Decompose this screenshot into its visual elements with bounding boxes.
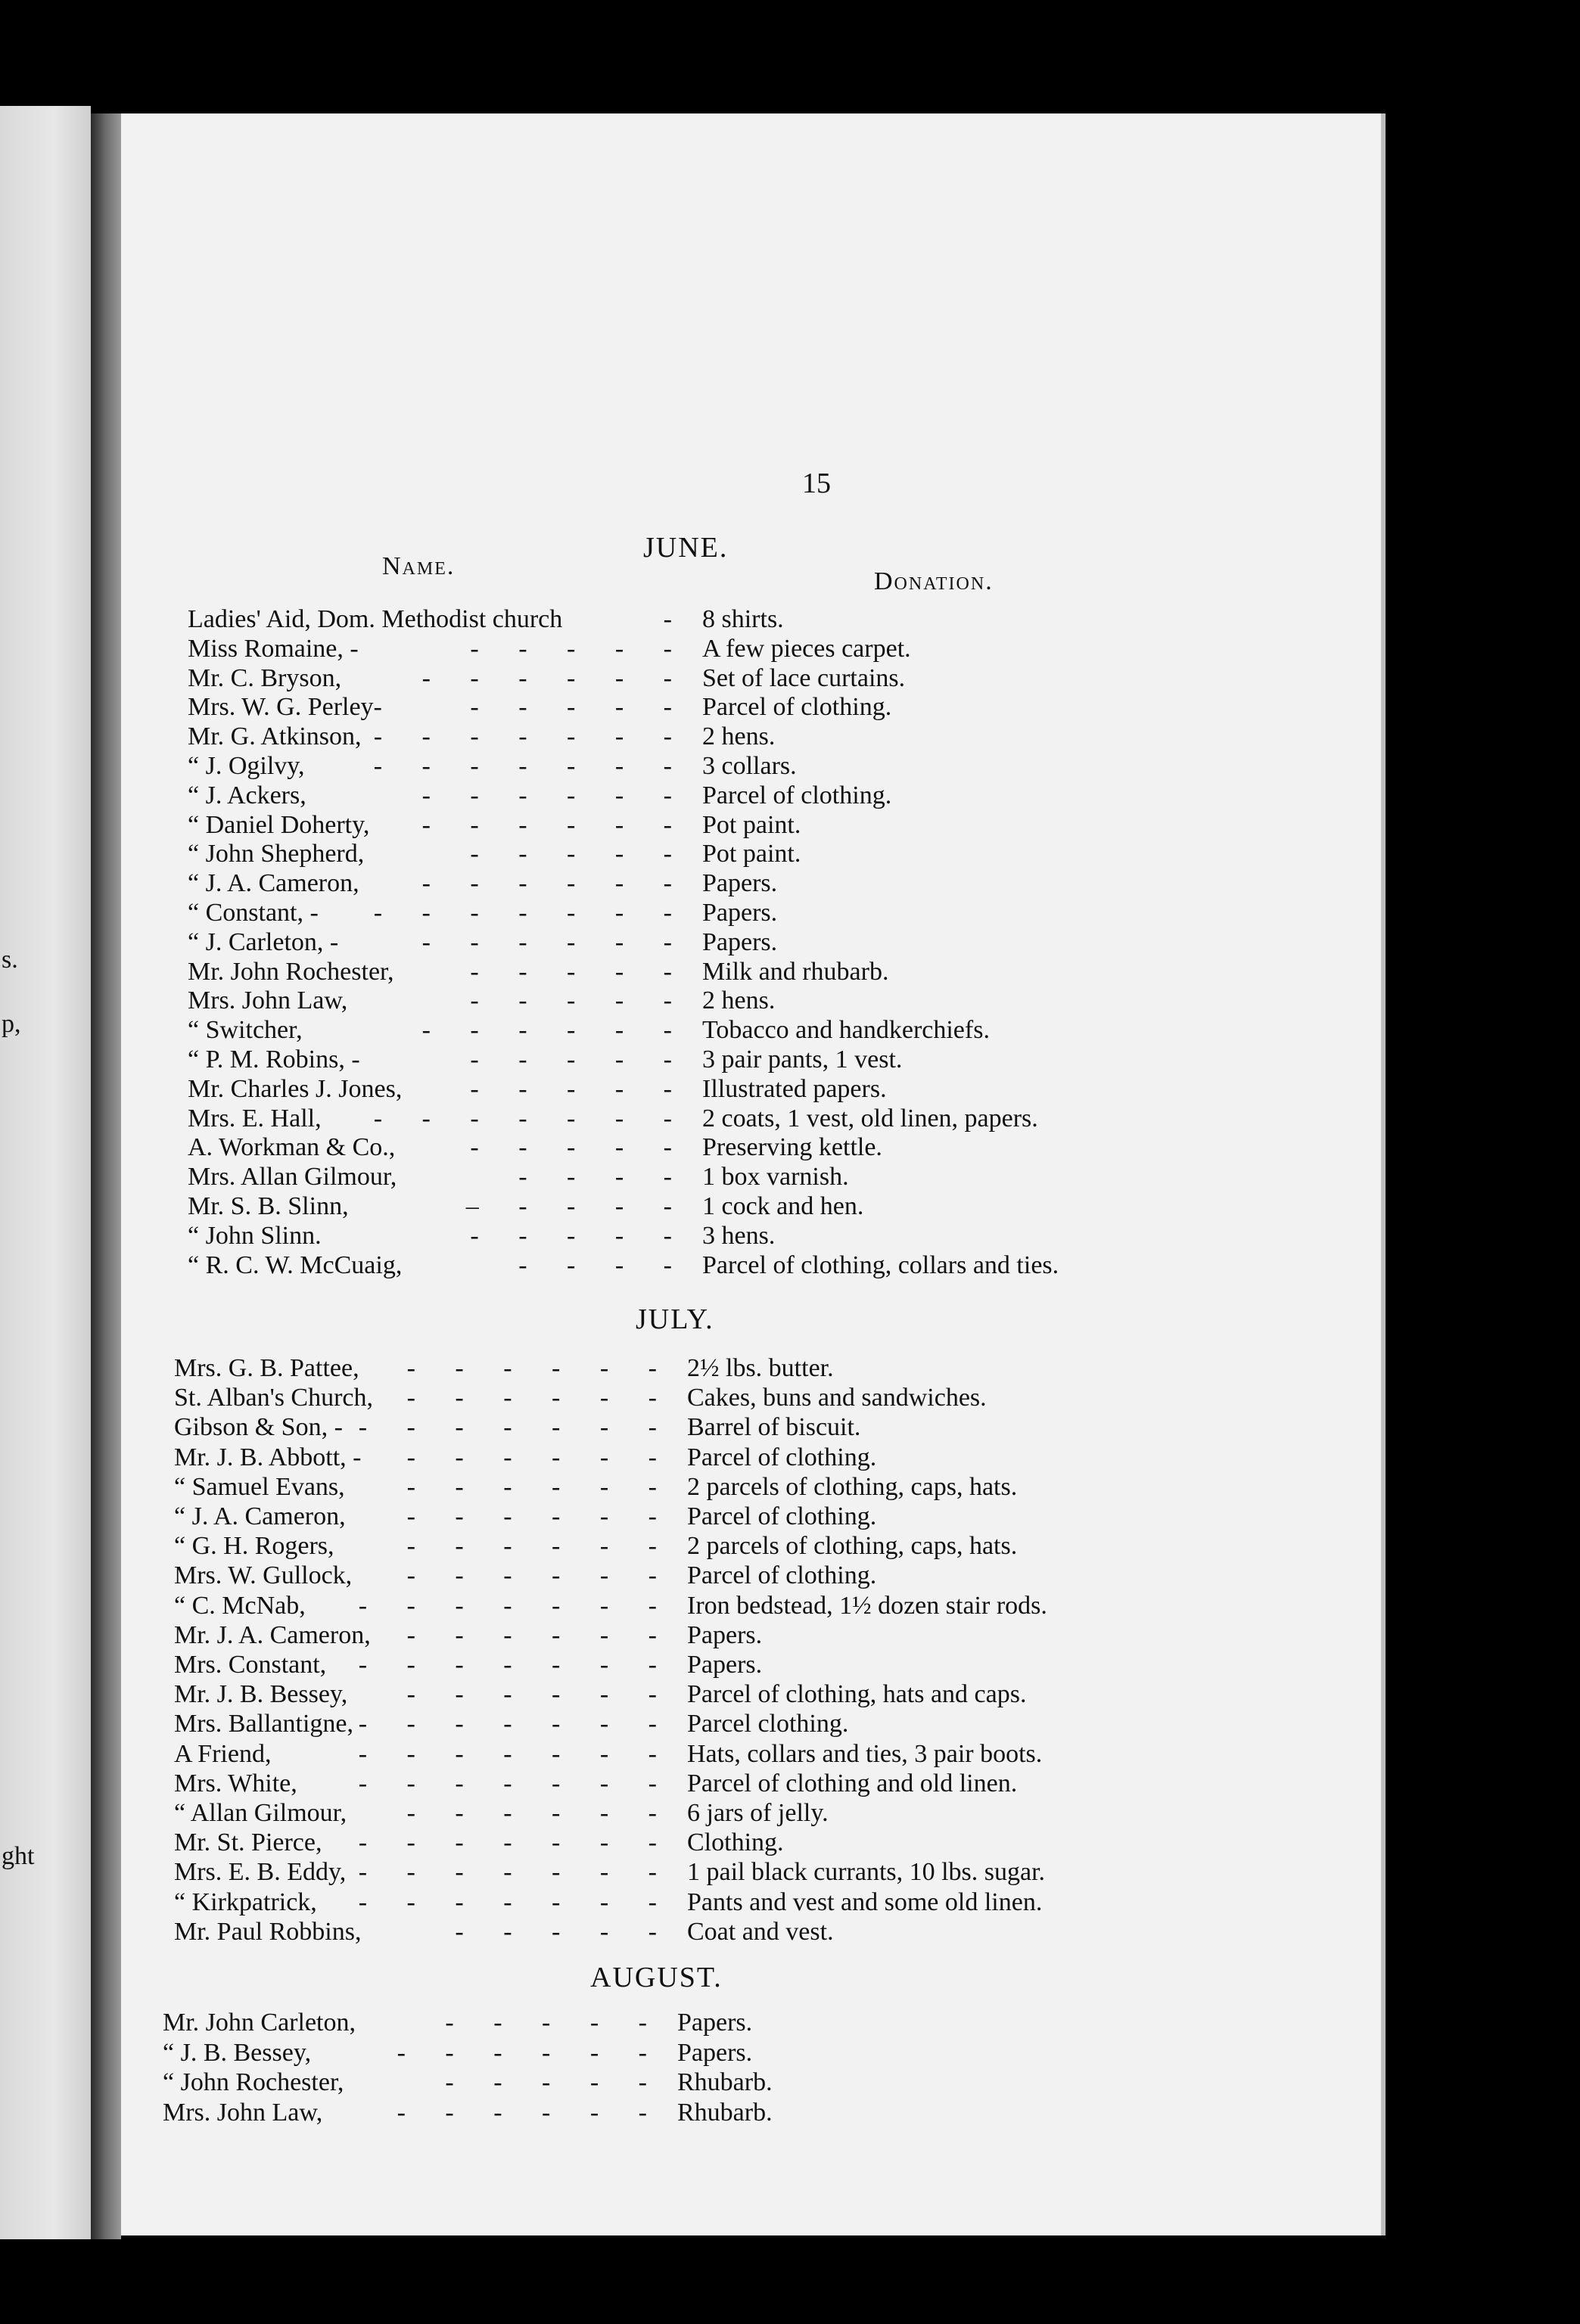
donation-item: 2 hens. [702,986,776,1014]
donation-item: Clothing. [687,1828,784,1856]
facing-page-fragment: ght [2,1842,35,1870]
leader-dashes: - - - - - [470,1075,689,1103]
leader-dashes: - - - - - [470,986,689,1014]
leader-dashes: - - - - - - - [358,1413,673,1441]
donation-item: 3 hens. [702,1222,776,1250]
leader-dashes: - - - - - - [406,1354,673,1382]
donor-name: Mrs. G. B. Pattee, [174,1354,359,1382]
donor-name: Mr. Charles J. Jones, [188,1075,403,1103]
leader-dashes: - - - - - [445,2068,664,2096]
leader-dashes: - - - - - - [406,1502,673,1530]
leader-dashes: - - - - - - [421,869,689,897]
donation-item: 2 parcels of clothing, caps, hats. [687,1532,1018,1560]
donor-name: Mrs. E. B. Eddy, [174,1858,347,1886]
donor-name: A Friend, [174,1740,272,1768]
leader-dashes: - - - - - - [406,1799,673,1827]
donor-name: “ Switcher, [188,1016,303,1044]
donation-item: 6 jars of jelly. [687,1799,829,1827]
book-gutter [91,113,121,2239]
donation-item: Milk and rhubarb. [702,958,889,986]
donation-item: Preserving kettle. [702,1133,882,1161]
donor-name: Mr. J. B. Bessey, [174,1680,348,1708]
donor-name: Mr. John Rochester, [188,958,394,986]
donor-name: Mr. G. Atkinson, [188,722,362,750]
leader-dashes: - - - - - [470,1045,689,1073]
leader-dashes: - - - - - [455,1918,673,1946]
donation-item: Pants and vest and some old linen. [687,1888,1043,1916]
donation-item: Papers. [677,2009,753,2037]
donation-item: 8 shirts. [702,605,784,633]
donation-item: 3 pair pants, 1 vest. [702,1045,903,1073]
donation-item: 1 pail black currants, 10 lbs. sugar. [687,1858,1046,1886]
month-heading-august: AUGUST. [590,1962,723,1993]
donation-item: 2 coats, 1 vest, old linen, papers. [702,1105,1038,1132]
donation-item: Illustrated papers. [702,1075,887,1103]
donation-item: Rhubarb. [677,2068,773,2096]
leader-dashes: - - - - - - - [358,1828,673,1856]
donor-name: “ J. B. Bessey, [163,2039,312,2067]
donor-name: “ P. M. Robins, - [188,1045,360,1073]
leader-dashes: - - - - - - - [358,1769,673,1797]
donor-name: “ J. Ackers, [188,781,306,809]
donor-name: “ John Slinn. [188,1222,322,1250]
leader-dashes: - - - - - - - [358,1710,673,1738]
donation-item: Papers. [687,1621,763,1649]
leader-dashes: - - - - - - - [358,1592,673,1620]
donation-item: Pot paint. [702,840,801,868]
column-header-donation: Donation. [874,567,994,595]
leader-dashes: - - - - - - [421,781,689,809]
leader-dashes: - - - - [518,1251,689,1279]
donation-item: Barrel of biscuit. [687,1413,861,1441]
leader-dashes: - - - - - - [406,1561,673,1589]
donor-name: Mr. St. Pierce, [174,1828,322,1856]
leader-dashes: - - - - - - [406,1473,673,1501]
leader-dashes: - - - - - - - [358,1888,673,1916]
donor-name: “ John Shepherd, [188,840,365,868]
donor-name: “ John Rochester, [163,2068,344,2096]
donation-item: Parcel of clothing, collars and ties. [702,1251,1059,1279]
leader-dashes: - - - - - - - [358,1858,673,1886]
donor-name: Gibson & Son, - [174,1413,343,1441]
leader-dashes: - - - - - [470,840,689,868]
donor-name: Mr. S. B. Slinn, [188,1192,349,1220]
facing-page-fragment: p, [2,1010,21,1038]
column-header-name: Name. [382,552,456,580]
leader-dashes: - - - - - [445,2009,664,2037]
donation-item: Pot paint. [702,811,801,839]
donor-name: “ Samuel Evans, [174,1473,345,1501]
donation-item: Papers. [702,899,778,927]
donor-name: “ J. A. Cameron, [174,1502,346,1530]
donation-item: 1 cock and hen. [702,1192,864,1220]
donation-item: Papers. [677,2039,753,2067]
leader-dashes: - - - - - [470,1222,689,1250]
leader-dashes: - - - - - - [406,1532,673,1560]
donation-item: 1 box varnish. [702,1163,849,1191]
donation-item: Coat and vest. [687,1918,834,1946]
leader-dashes: - - - - - - [406,1621,673,1649]
leader-dashes: – - - - - [465,1192,689,1220]
donor-name: “ J. Carleton, - [188,928,339,956]
donation-item: 2 hens. [702,722,776,750]
donation-item: Hats, collars and ties, 3 pair boots. [687,1740,1043,1768]
donation-item: 2½ lbs. butter. [687,1354,834,1382]
leader-dashes: - - - - [518,1163,689,1191]
leader-dashes: - - - - - - - [373,752,689,780]
donor-name: “ G. H. Rogers, [174,1532,334,1560]
donation-item: Parcel of clothing, hats and caps. [687,1680,1027,1708]
leader-dashes: - - - - - [470,635,689,663]
donation-item: Parcel of clothing. [702,693,892,721]
facing-page-fragment: s. [2,946,18,974]
donation-item: Parcel of clothing and old linen. [687,1769,1018,1797]
donation-item: Parcel of clothing. [702,781,892,809]
donor-name: Mr. C. Bryson, [188,664,342,692]
donor-name: “ Daniel Doherty, [188,811,370,839]
leader-dashes: - - - - - - [406,1443,673,1471]
donor-name: “ Allan Gilmour, [174,1799,347,1827]
page [121,113,1381,2235]
leader-dashes: - - - - - - - [373,1105,689,1132]
donor-name: St. Alban's Church, [174,1384,374,1412]
leader-dashes: - - - - - - - [358,1651,673,1679]
donor-name: “ C. McNab, [174,1592,306,1620]
month-heading-july: JULY. [636,1303,714,1335]
leader-dashes: - - - - - - - [358,1740,673,1768]
donor-name: Mrs. E. Hall, [188,1105,322,1132]
leader-dashes: - - - - - - [421,928,689,956]
donation-item: Parcel of clothing. [687,1502,877,1530]
leader-dashes: - - - - - - [421,811,689,839]
facing-page-edge [0,106,91,2239]
donor-name: Miss Romaine, - [188,635,359,663]
donor-name: “ Kirkpatrick, [174,1888,317,1916]
donation-item: Parcel clothing. [687,1710,849,1738]
donation-item: Papers. [702,928,778,956]
donor-name: Mrs. Constant, [174,1651,327,1679]
donor-name: A. Workman & Co., [188,1133,396,1161]
donor-name: Mrs. John Law, [188,986,348,1014]
donor-name: Mrs. White, [174,1769,297,1797]
leader-dashes: - [663,605,689,633]
leader-dashes: - - - - - [470,1133,689,1161]
donor-name: Mrs. W. G. Perley- [188,693,382,721]
donation-item: Cakes, buns and sandwiches. [687,1384,987,1412]
donor-name: Mr. John Carleton, [163,2009,356,2037]
leader-dashes: - - - - - - - [373,722,689,750]
donation-item: 3 collars. [702,752,797,780]
donor-name: Mrs. John Law, [163,2099,323,2127]
donor-name: Mrs. W. Gullock, [174,1561,353,1589]
leader-dashes: - - - - - - [421,664,689,692]
leader-dashes: - - - - - - [397,2099,664,2127]
donation-item: A few pieces carpet. [702,635,911,663]
donor-name: “ R. C. W. McCuaig, [188,1251,403,1279]
leader-dashes: - - - - - [470,958,689,986]
donation-item: Parcel of clothing. [687,1443,877,1471]
donation-item: Tobacco and handkerchiefs. [702,1016,990,1044]
donation-item: Papers. [702,869,778,897]
donation-item: Set of lace curtains. [702,664,906,692]
donor-name: Mr. Paul Robbins, [174,1918,362,1946]
leader-dashes: - - - - - [470,693,689,721]
donor-name: “ Constant, - [188,899,319,927]
donor-name: Mrs. Allan Gilmour, [188,1163,397,1191]
donor-name: Ladies' Aid, Dom. Methodist church [188,605,563,633]
month-heading-june: JUNE. [643,532,729,564]
donor-name: Mr. J. B. Abbott, - [174,1443,362,1471]
leader-dashes: - - - - - - [406,1680,673,1708]
donation-item: Parcel of clothing. [687,1561,877,1589]
leader-dashes: - - - - - - - [373,899,689,927]
donor-name: “ J. Ogilvy, [188,752,305,780]
donor-name: Mr. J. A. Cameron, [174,1621,371,1649]
donation-item: Rhubarb. [677,2099,773,2127]
page-edge [1381,113,1386,2235]
leader-dashes: - - - - - - [421,1016,689,1044]
donation-item: Iron bedstead, 1½ dozen stair rods. [687,1592,1047,1620]
donation-item: Papers. [687,1651,763,1679]
donor-name: Mrs. Ballantigne, [174,1710,354,1738]
leader-dashes: - - - - - - [406,1384,673,1412]
page-number: 15 [802,468,831,499]
donor-name: “ J. A. Cameron, [188,869,359,897]
leader-dashes: - - - - - - [397,2039,664,2067]
donation-item: 2 parcels of clothing, caps, hats. [687,1473,1018,1501]
